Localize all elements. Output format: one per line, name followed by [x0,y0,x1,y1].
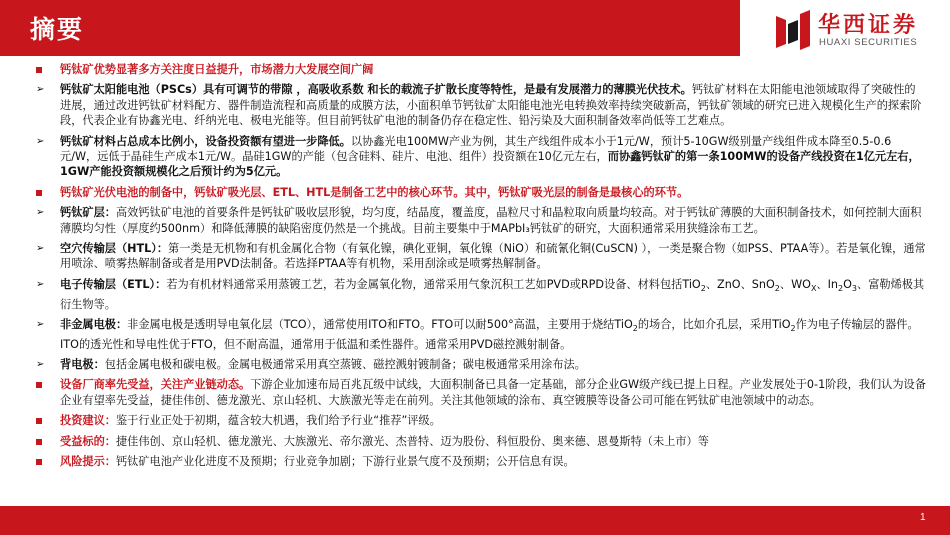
item-text: 非金属电极是透明导电氧化层（TCO），通常使用ITO和FTO。FTO可以耐500°高温，主要用于烧结TiO [127,317,633,331]
summary-item [36,241,926,272]
subscript: X [810,284,817,294]
square-bullet-icon [36,454,52,469]
summary-item [36,185,926,200]
item-text: 若为有机材料通常采用蒸镀工艺，若为金属氧化物，通常采用气象沉积工艺如PVD或RPD设备、材料包括TiO [166,277,701,291]
company-logo [772,8,942,54]
page-number: 1 [920,512,926,523]
item-lead: 非金属电极： [60,317,128,331]
summary-item [36,277,926,312]
arrow-bullet-icon: ➢ [36,358,45,370]
header [0,0,950,60]
item-text: 、富勒烯极其衍生物等。 [60,277,925,311]
item-text: 钙钛矿电池产业化进度不及预期；行业竞争加剧；下游行业景气度不及预期；公开信息有误。 [115,455,575,468]
item-text: 的场合，比如介孔层，采用TiO [637,317,791,331]
item-heading: 受益标的： [60,434,116,448]
item-heading: 钙钛矿优势显著多方关注度日益提升，市场潜力大发展空间广阔 [60,63,374,76]
item-heading: 设备厂商率先受益，关注产业链动态。 [60,378,251,392]
item-lead: 钙钛矿层： [60,206,116,220]
summary-item [36,82,926,128]
summary-content [36,62,926,474]
arrow-bullet-icon: ➢ [36,207,45,219]
square-bullet-icon [36,413,52,428]
item-heading: 风险提示： [60,455,116,468]
item-text: 鉴于行业正处于初期，蕴含较大机遇，我们给予行业“推荐”评级。 [115,414,441,428]
summary-item [36,413,926,428]
arrow-bullet-icon: ➢ [36,318,45,330]
summary-item [36,62,926,77]
summary-item [36,357,926,372]
item-text: O [843,277,852,291]
subscript: 2 [700,284,706,294]
page-title: 摘要 [30,15,85,44]
item-lead: 电子传输层（ETL）： [60,277,167,291]
square-bullet-icon [36,185,52,200]
square-bullet-icon [36,62,52,77]
summary-item [36,317,926,352]
arrow-bullet-icon: ➢ [36,135,45,147]
subscript: 2 [790,324,796,334]
item-text: 作为电子传输层的器件。ITO的透光性和导电性优于FTO，但不耐高温，通常用于低温和柔性器件。通常采用PVD磁控溅射制备。 [60,317,919,351]
item-text: 捷佳伟创、京山轻机、德龙激光、大族激光、帝尔激光、杰普特、迈为股份、科恒股份、奥来德、恩曼斯特（未上市）等 [115,434,709,448]
item-heading: 投资建议： [60,414,116,428]
square-bullet-icon [36,434,52,449]
arrow-bullet-icon: ➢ [36,84,45,96]
summary-item [36,134,926,180]
summary-item [36,454,926,469]
item-text: 、ZnO、SnO [705,277,775,291]
logo-en-text: HUAXI SECURITIES [819,37,918,48]
item-text: 下游企业加速布局百兆瓦级中试线，大面积制备已具备一定基础，部分企业GW级产线已提上日程。产业发展处于0-1阶段，我们认为设备企业有望率先受益，捷佳伟创、德龙激光、京山轻机、大族激光等走在前列。关注其他领域的涂布、真空镀膜等设备公司可能在钙钛矿电池领域中的动态。 [60,378,926,407]
subscript: 3 [851,284,857,294]
subscript: 2 [632,324,638,334]
item-heading: 钙钛矿光伏电池的制备中，钙钛矿吸光层、ETL、HTL是制备工艺中的核心环节。其中，钙钛矿吸光层的制备是最核心的环节。 [60,185,689,199]
logo-cn-text: 华西证券 [818,13,919,38]
square-bullet-icon [36,377,52,392]
item-text: 钙钛矿材料在太阳能电池领域取得了突破性的进展，通过改进钙钛矿材料配方、器件制造流程和高质量的成膜方法，小面积单节钙钛矿太阳能电池光电转换效率持续突破新高，钙钛矿领域的研究已进入规模化生产的探索阶段，代表企业有协鑫光电、纤纳光电、极电光能等。但目前钙钛矿电池的制备仍存在稳定性、铅污染及大面积制备效率尚低等工艺难点。 [60,83,922,128]
item-text: 以协鑫光电100MW产业为例，其生产线组件成本小于1元/W，预计5-10GW级别量产线组件成本降至0.5-0.6元/W，远低于晶硅生产成本1元/W。晶硅1GW的产能（包含硅料、硅片、电池、组件）投资额在10亿元左右， [60,134,892,164]
item-lead: 钙钛矿材料占总成本比例小，设备投资额有望进一步降低。 [60,134,351,148]
subscript: 2 [838,284,844,294]
title-bar [0,0,740,56]
item-text: 、WO [779,277,811,291]
summary-item [36,205,926,236]
item-lead: 空穴传输层（HTL）： [60,242,169,256]
huaxi-logo-icon [772,10,812,50]
footer-bar [0,506,950,535]
item-lead-2: 而协鑫钙钛矿的第一条100MW的设备产线投资在1亿元左右，1GW产能投资额规模化之后预计约为5亿元。 [60,150,920,179]
arrow-bullet-icon: ➢ [36,243,45,255]
item-text: 、In [816,277,838,291]
summary-item [36,434,926,449]
item-lead: 钙钛矿太阳能电池（PSCs）具有可调节的带隙 ，高吸收系数 和长的载流子扩散长度等特性，是最有发展潜力的薄膜光伏技术。 [60,83,692,97]
item-text: 高效钙钛矿电池的首要条件是钙钛矿吸收层形貌，均匀度，结晶度，覆盖度，晶粒尺寸和晶粒取向质量均较高。对于钙钛矿薄膜的大面积制备技术，如何控制大面积薄膜均匀性（厚度约500nm）和降低薄膜的缺陷密度仍然是一个挑战。目前主要集中于MAPbI₃钙钛矿的研究，大面积通常采用狭缝涂布工艺。 [60,206,922,235]
arrow-bullet-icon: ➢ [36,278,45,290]
summary-item [36,377,926,408]
subscript: 2 [774,284,780,294]
item-lead: 背电极： [60,357,105,371]
item-text: 第一类是无机物和有机金属化合物（有氧化镍，碘化亚铜，氧化镍（NiO）和硫氰化铜(CuSCN) ），一类是聚合物（如PSS、PTAA等）。若是氧化镍，通常用喷涂、喷雾热解制备或者是用PVD法制备。若选择PTAA等有机物，采用刮涂或是喷雾热解制备。 [60,242,926,271]
item-text: 包括金属电极和碳电极。金属电极通常采用真空蒸镀、磁控溅射镀制备；碳电极通常采用涂布法。 [104,357,586,371]
